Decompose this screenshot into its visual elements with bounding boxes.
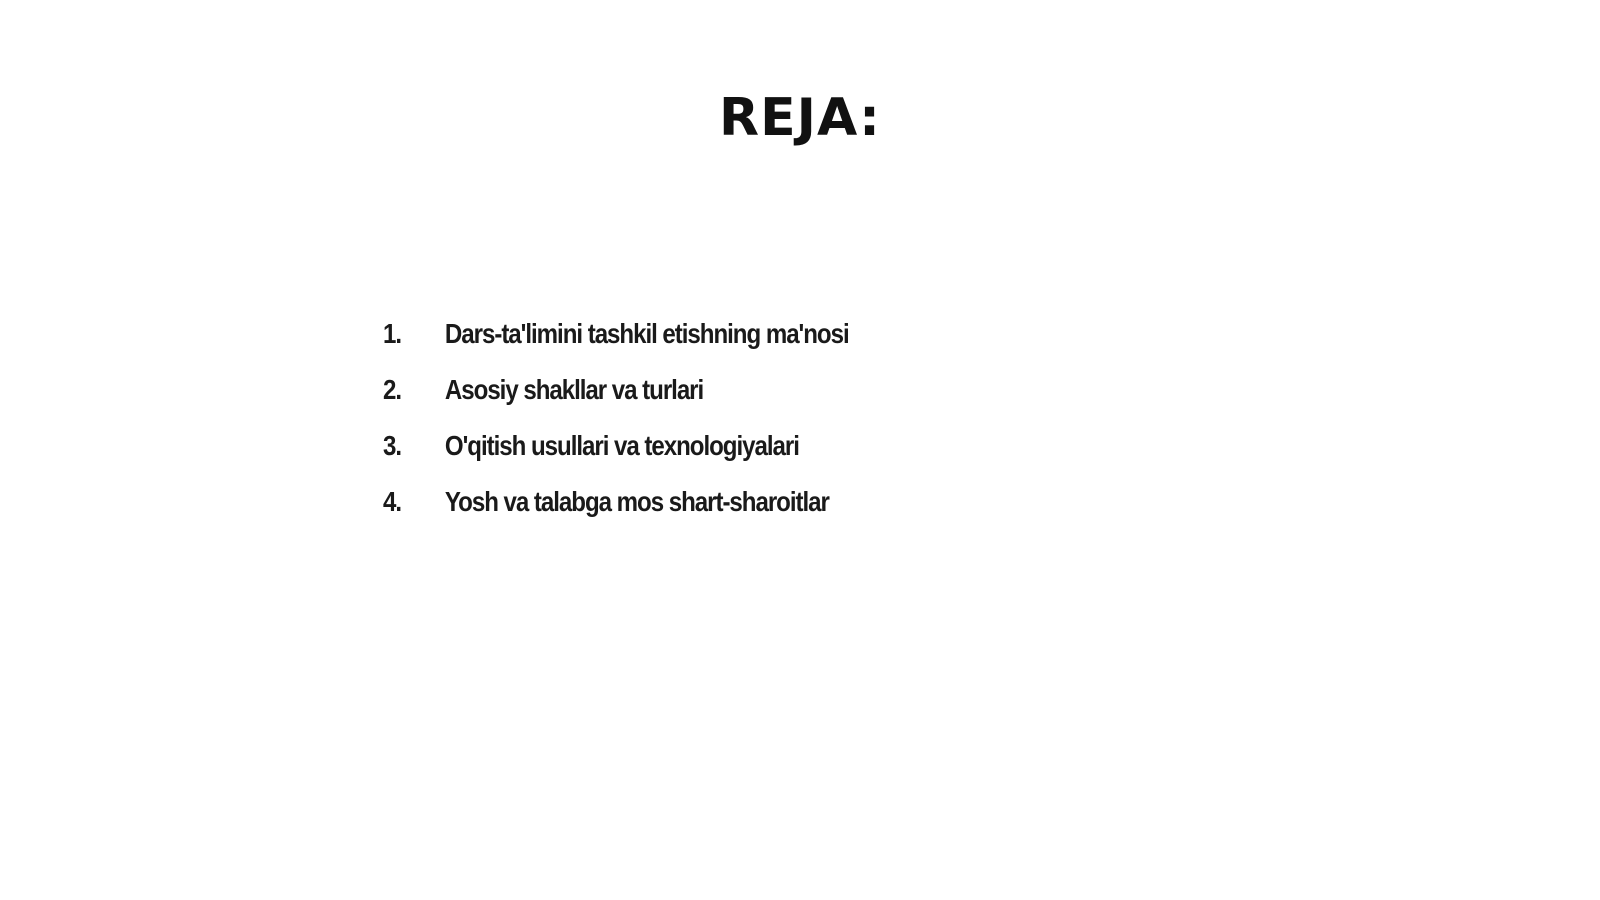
agenda-item-number: 2. bbox=[383, 374, 402, 405]
slide-title: REJA: bbox=[719, 88, 881, 148]
agenda-item bbox=[383, 374, 1157, 430]
agenda-item-text: Asosiy shakllar va turlari bbox=[444, 374, 704, 405]
agenda-item-number: 4. bbox=[383, 486, 402, 517]
agenda-item bbox=[383, 486, 1157, 542]
agenda-item bbox=[383, 430, 1157, 486]
agenda-item-number: 3. bbox=[383, 430, 402, 461]
agenda-item-text: O'qitish usullari va texnologiyalari bbox=[444, 430, 799, 461]
agenda-item-number: 1. bbox=[383, 318, 402, 349]
agenda-item bbox=[383, 318, 1157, 374]
agenda-item-text: Dars-ta'limini tashkil etishning ma'nosi bbox=[444, 318, 849, 349]
agenda-list bbox=[383, 318, 1283, 542]
agenda-item-text: Yosh va talabga mos shart-sharoitlar bbox=[444, 486, 829, 517]
